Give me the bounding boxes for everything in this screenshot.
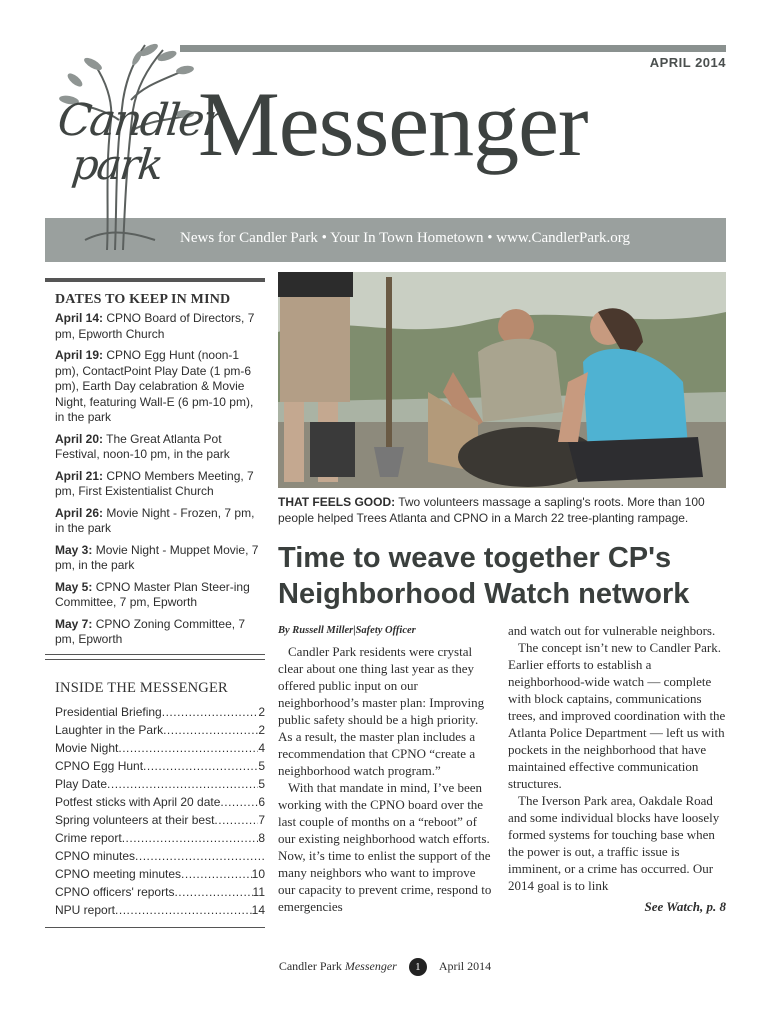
toc-item — [55, 703, 265, 721]
date-item — [55, 348, 265, 426]
article-paragraph: The Iverson Park area, Oakdale Road and some individual blocks have loosely formed systems for touching base when the power is out, a traffic issue is imminent, or a crime has occurred. Our 2014 goal is to link — [508, 793, 720, 893]
toc-item-label: Spring volunteers at their best — [55, 812, 215, 827]
date-item — [55, 580, 265, 611]
toc-item-label: Movie Night — [55, 740, 119, 755]
toc-leader-dots — [122, 829, 259, 847]
tagline: News for Candler Park • Your In Town Hometown • www.CandlerPark.org — [180, 230, 630, 246]
caption-lead: THAT FEELS GOOD: — [278, 495, 396, 509]
sidebar-top-rule — [45, 278, 265, 282]
sidebar-divider — [45, 654, 265, 655]
sidebar — [45, 278, 265, 928]
date-item-text: CPNO Board of Directors, 7 pm, Epworth Church — [55, 311, 255, 341]
sidebar-divider — [45, 659, 265, 660]
date-item-date: April 20: — [55, 431, 104, 446]
toc-item-page: 8 — [258, 830, 265, 845]
toc-leader-dots — [162, 703, 259, 721]
date-item-text: CPNO Egg Hunt (noon-1 pm), ContactPoint Play Date (1 pm-6 pm), Earth Day celabration & Movie Night, featuring Wall-E (6 pm-10 pm), in the park — [55, 348, 254, 424]
toc-item — [55, 829, 265, 847]
photo-caption — [278, 494, 726, 526]
article-column-2-body — [508, 622, 726, 894]
toc-leader-dots — [163, 721, 258, 739]
toc-item — [55, 901, 265, 919]
date-item-text: CPNO Master Plan Steer-ing Committee, 7 pm, Epworth — [55, 579, 250, 609]
date-item-date: April 14: — [55, 311, 104, 325]
toc-item-label: Play Date — [55, 776, 108, 791]
toc-item-label: CPNO officers' reports — [55, 884, 175, 899]
toc-leader-dots — [143, 757, 258, 775]
date-item-date: May 5: — [55, 579, 93, 594]
toc-leader-dots — [181, 865, 252, 883]
date-item — [55, 617, 265, 648]
inside-heading: INSIDE THE MESSENGER — [55, 679, 228, 696]
footer-publication-italic: Messenger — [344, 958, 397, 973]
toc-item — [55, 775, 265, 793]
article-column-1 — [278, 622, 492, 915]
toc-item-label: Laughter in the Park — [55, 722, 164, 737]
article-byline: By Russell Miller|Safety Officer — [278, 625, 416, 636]
date-item-date: May 7: — [55, 616, 93, 631]
masthead-top-rule — [180, 45, 726, 52]
logo-wordmark-park: park — [69, 140, 165, 189]
toc-leader-dots — [115, 901, 252, 919]
footer-date: April 2014 — [438, 958, 492, 973]
dates-heading: DATES TO KEEP IN MIND — [55, 292, 231, 307]
toc-item — [55, 757, 265, 775]
toc-item — [55, 811, 265, 829]
toc-leader-dots — [118, 739, 258, 757]
toc-item-label: NPU report — [55, 902, 116, 917]
article-column-2 — [508, 622, 726, 915]
date-item-text: Movie Night - Muppet Movie, 7 pm, in the park — [55, 542, 259, 572]
date-item-text: The Great Atlanta Pot Festival, noon-10 pm, in the park — [55, 431, 230, 461]
date-item-date: April 19: — [55, 348, 104, 362]
page-footer — [0, 958, 770, 976]
toc-item-label: CPNO minutes — [55, 848, 136, 863]
toc-leader-dots — [107, 775, 258, 793]
article-column-1-body — [278, 643, 492, 915]
toc-item — [55, 847, 265, 865]
toc-item-page: 2 — [258, 722, 265, 737]
date-item — [55, 311, 265, 342]
toc-item — [55, 793, 265, 811]
date-item — [55, 469, 265, 500]
toc-item-page: 5 — [258, 758, 265, 773]
page-number: 1 — [409, 958, 427, 976]
toc-item-page: 14 — [251, 902, 265, 917]
article-paragraph: With that mandate in mind, I’ve been working with the CPNO board over the last couple of months on a “reboot” of our existing neighborhood watch efforts. Now, it’s time to enlist the support of the many neighbors who want to improve our capacity to prevent crime, respond to emergencies — [278, 780, 492, 914]
date-item-date: April 21: — [55, 468, 104, 483]
date-item-text: Movie Night - Frozen, 7 pm, in the park — [55, 505, 255, 535]
toc-item — [55, 883, 265, 901]
toc-leader-dots — [135, 847, 265, 865]
toc-item-page: 11 — [252, 884, 265, 899]
date-item-date: May 3: — [55, 542, 93, 557]
date-item — [55, 432, 265, 463]
toc-item-page: 7 — [258, 812, 265, 827]
toc-item-label: Potfest sticks with April 20 date — [55, 794, 221, 809]
toc-item-page: 2 — [258, 704, 265, 719]
toc-item-page: 5 — [258, 776, 265, 791]
date-item — [55, 506, 265, 537]
toc-item — [55, 865, 265, 883]
toc-list — [45, 703, 265, 919]
article-paragraph: The concept isn’t new to Candler Park. Earlier efforts to establish a neighborhood-wide watch — complete with block captains, communications trees, and improved coordination with the Atlanta Police Department — left us with pockets in the neighborhood that have maintained effective communication structures. — [508, 640, 726, 791]
date-item-text: CPNO Members Meeting, 7 pm, First Existentialist Church — [55, 468, 254, 498]
date-item — [55, 543, 265, 574]
article-headline: Time to weave together CP's Neighborhood Watch network — [278, 542, 690, 610]
toc-leader-dots — [214, 811, 258, 829]
logo-wordmark-candler: Candler — [55, 95, 225, 146]
date-item-text: CPNO Zoning Committee, 7 pm, Epworth — [55, 616, 246, 646]
toc-leader-dots — [220, 793, 258, 811]
toc-leader-dots — [174, 883, 252, 901]
toc-item-label: CPNO Egg Hunt — [55, 758, 144, 773]
toc-item-label: CPNO meeting minutes — [55, 866, 182, 881]
date-item-date: April 26: — [55, 505, 104, 520]
caption-text: Two volunteers massage a sapling's roots. More than 100 people helped Trees Atlanta and CPNO in a March 22 tree-planting rampage. — [278, 495, 705, 525]
newsletter-title: Messenger — [198, 73, 588, 175]
toc-item — [55, 739, 265, 757]
toc-item-label: Presidential Briefing — [55, 704, 162, 719]
toc-item-page: 10 — [251, 866, 265, 881]
toc-item-label: Crime report — [55, 830, 122, 845]
sidebar-bottom-rule — [45, 927, 265, 928]
volunteers-planting-photo — [278, 272, 726, 488]
footer-publication: Candler Park — [278, 958, 345, 973]
dates-list — [45, 311, 265, 648]
article-paragraph: and watch out for vulnerable neighbors. — [508, 623, 716, 638]
issue-date: APRIL 2014 — [649, 55, 726, 70]
article-paragraph: Candler Park residents were crystal clear about one thing last year as they offered public input on our neighborhood’s master plan: Improving public safety should be a high priority. As a result, the master plan includes a recommendation that CPNO “create a neighborhood watch program.” — [278, 644, 485, 778]
continued-reference: See Watch, p. 8 — [644, 899, 726, 914]
toc-item-page: 4 — [258, 740, 265, 755]
toc-item-page: 6 — [258, 794, 265, 809]
toc-item — [55, 721, 265, 739]
